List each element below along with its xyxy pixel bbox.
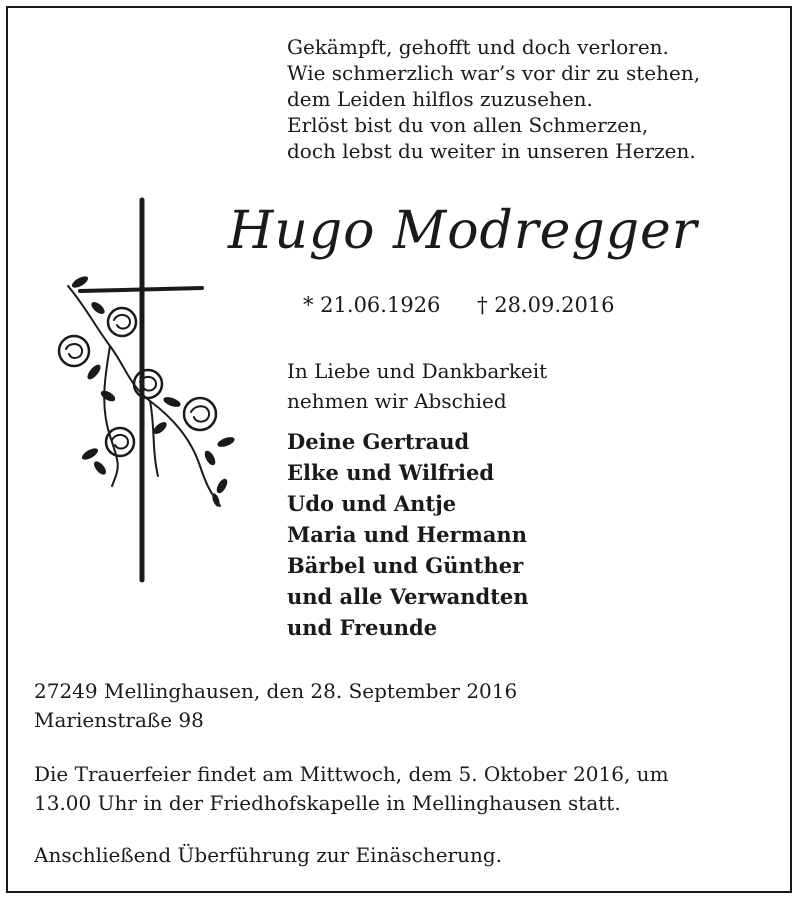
poem-line: doch lebst du weiter in unseren Herzen. [287, 139, 696, 163]
mourner-entry: Elke und Wilfried [287, 460, 495, 485]
mourner-entry: und alle Verwandten [287, 584, 529, 609]
cremation-note: Anschließend Überführung zur Einäscherung. [34, 843, 503, 867]
deceased-name: Hugo Modregger [228, 201, 698, 261]
mourner-entry: Maria und Hermann [287, 522, 527, 547]
mourner-entry: Udo und Antje [287, 491, 457, 516]
intro-line: nehmen wir Abschied [287, 389, 507, 413]
funeral-service-info [34, 760, 669, 818]
poem-line: dem Leiden hilflos zuzusehen. [287, 87, 593, 111]
poem-line: Erlöst bist du von allen Schmerzen, [287, 113, 649, 137]
street-address: Marienstraße 98 [34, 708, 204, 732]
life-dates [303, 291, 615, 319]
poem-line: Gekämpft, gehofft und doch verloren. [287, 35, 669, 59]
address-block [34, 677, 517, 735]
birth-date: * 21.06.1926 [303, 293, 441, 317]
service-line: Die Trauerfeier findet am Mittwoch, dem 5. Oktober 2016, um [34, 762, 669, 786]
place-and-date: 27249 Mellinghausen, den 28. September 2016 [34, 679, 518, 703]
cross-with-roses-icon [50, 196, 240, 586]
death-date: † 28.09.2016 [477, 293, 615, 317]
service-line: 13.00 Uhr in der Friedhofskapelle in Mellinghausen statt. [34, 791, 621, 815]
poem-line: Wie schmerzlich war’s vor dir zu stehen, [287, 61, 701, 85]
mourner-entry: Bärbel und Günther [287, 553, 524, 578]
farewell-intro [287, 356, 547, 416]
mourners-list [287, 426, 529, 643]
mourner-entry: und Freunde [287, 615, 438, 640]
poem [287, 34, 700, 164]
mourner-entry: Deine Gertraud [287, 429, 470, 454]
intro-line: In Liebe und Dankbarkeit [287, 359, 548, 383]
